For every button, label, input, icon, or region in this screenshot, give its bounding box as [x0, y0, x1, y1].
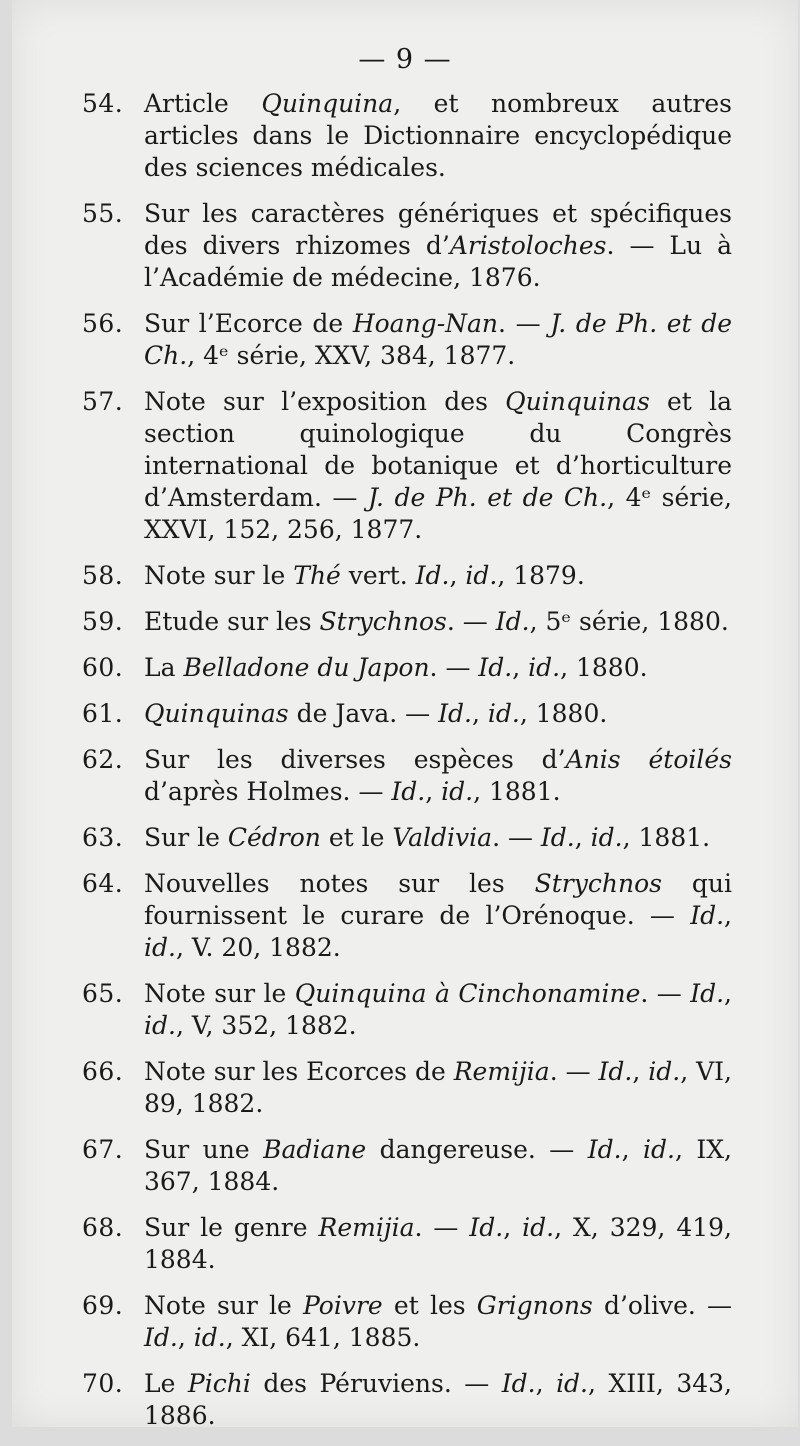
entry-number: 70.	[82, 1369, 124, 1398]
entry-italic-segment: Aristoloches	[449, 231, 607, 260]
entry-text-segment: , 4ᵉ série, XXV, 384, 1877.	[187, 341, 516, 370]
entry-text-segment: ,	[512, 653, 529, 682]
bibliography-entry	[82, 1368, 732, 1432]
entry-text-segment: ,	[449, 561, 466, 590]
bibliography-entry	[82, 652, 732, 684]
entry-text-segment: Sur une	[144, 1135, 264, 1164]
entry-text-segment: ,	[724, 979, 732, 1008]
entry-italic-segment: id.	[144, 933, 176, 962]
entry-text	[144, 698, 732, 730]
entry-italic-segment: J. de Ph. et de Ch.	[367, 483, 608, 512]
entry-number: 59.	[82, 607, 124, 636]
entry-text-segment: des Péruviens. —	[250, 1369, 502, 1398]
entry-text	[144, 822, 732, 854]
entry-text-segment: ,	[503, 1213, 523, 1242]
entry-text-segment: Note sur les Ecorces de	[144, 1057, 454, 1086]
entry-text-segment: , X, 329, 419, 1884.	[144, 1213, 732, 1274]
entry-number: 62.	[82, 745, 124, 774]
entry-italic-segment: Id.	[469, 1213, 504, 1242]
bibliography-entry	[82, 822, 732, 854]
entry-text-segment: et les	[382, 1291, 477, 1320]
entry-number: 57.	[82, 387, 124, 416]
entry-italic-segment: Cédron	[227, 823, 321, 852]
entry-text-segment: Sur l’Ecorce de	[144, 309, 353, 338]
entry-text-segment: Sur le genre	[144, 1213, 319, 1242]
entry-text-segment: Sur le	[144, 823, 228, 852]
entry-text-segment: Etude sur les	[144, 607, 320, 636]
entry-text	[144, 308, 732, 372]
entry-text-segment: ,	[535, 1369, 557, 1398]
entry-number: 58.	[82, 561, 124, 590]
entry-text	[144, 1056, 732, 1120]
entry-text-segment: La	[144, 653, 184, 682]
entry-italic-segment: Id.	[540, 823, 575, 852]
entry-text-segment: , XI, 641, 1885.	[225, 1323, 421, 1352]
entry-italic-segment: Badiane	[263, 1135, 367, 1164]
bibliography-entry	[82, 744, 732, 808]
entry-text-segment: , 1879.	[497, 561, 585, 590]
entry-text-segment: et le	[320, 823, 393, 852]
entry-text-segment: ,	[177, 1323, 194, 1352]
entry-text	[144, 1134, 732, 1198]
entry-text-segment: ,	[471, 699, 488, 728]
entry-text-segment: Note sur le	[144, 561, 294, 590]
entry-text	[144, 606, 732, 638]
entry-italic-segment: id.	[193, 1323, 226, 1352]
entry-number: 67.	[82, 1135, 124, 1164]
entry-text-segment: Note sur le	[144, 979, 295, 1008]
entry-text-segment: , 1881.	[622, 823, 711, 852]
entry-text-segment: . —	[498, 309, 551, 338]
entry-italic-segment: Id.	[478, 653, 513, 682]
entry-number: 54.	[82, 89, 124, 118]
entry-text	[144, 1368, 732, 1432]
entry-italic-segment: Quinquina à Cinchonamine	[294, 979, 641, 1008]
entry-number: 63.	[82, 823, 124, 852]
entry-text-segment: , 1880.	[519, 699, 608, 728]
bibliography-entry	[82, 1056, 732, 1120]
entry-text-segment: d’après Holmes. —	[144, 777, 392, 806]
entry-italic-segment: Belladone du Japon	[183, 653, 430, 682]
entry-italic-segment: Anis étoilés	[565, 745, 732, 774]
entry-text-segment: . —	[640, 979, 691, 1008]
entry-italic-segment: Quinquinas	[144, 699, 289, 728]
entry-italic-segment: Id.	[501, 1369, 536, 1398]
entry-italic-segment: id.	[465, 561, 498, 590]
entry-italic-segment: id.	[556, 1369, 589, 1398]
bibliography-entry	[82, 308, 732, 372]
entry-text	[144, 1290, 732, 1354]
entry-italic-segment: Poivre	[303, 1291, 383, 1320]
entry-text-segment: , XIII, 343, 1886.	[144, 1369, 732, 1430]
bibliography-entry	[82, 198, 732, 294]
entry-text-segment: , 1880.	[560, 653, 648, 682]
entry-italic-segment: Strychnos	[319, 607, 447, 636]
entry-text-segment: , V. 20, 1882.	[175, 933, 341, 962]
entry-number: 66.	[82, 1057, 124, 1086]
entry-text	[144, 1212, 732, 1276]
entry-text-segment: d’olive. —	[592, 1291, 732, 1320]
bibliography-entry	[82, 978, 732, 1042]
entry-text	[144, 868, 732, 964]
entry-text-segment: . —	[549, 1057, 599, 1086]
entry-number: 55.	[82, 199, 124, 228]
entry-italic-segment: id.	[487, 699, 520, 728]
entry-text-segment: , 5ᵉ série, 1880.	[529, 607, 729, 636]
entry-italic-segment: Id.	[144, 1323, 178, 1352]
entry-italic-segment: Id.	[391, 777, 426, 806]
entry-number: 68.	[82, 1213, 124, 1242]
entry-italic-segment: Remijia	[453, 1057, 550, 1086]
entry-text-segment: , IX, 367, 1884.	[144, 1135, 732, 1196]
entry-italic-segment: Id.	[690, 979, 725, 1008]
entry-italic-segment: id.	[522, 1213, 555, 1242]
entry-italic-segment: Id.	[415, 561, 450, 590]
bibliography-entry	[82, 560, 732, 592]
entry-italic-segment: Remijia	[318, 1213, 415, 1242]
entry-text-segment: Le	[144, 1369, 188, 1398]
entry-italic-segment: Id.	[495, 607, 530, 636]
entry-text-segment: , VI, 89, 1882.	[144, 1057, 733, 1118]
bibliography-entry	[82, 1212, 732, 1276]
bibliography-entry	[82, 88, 732, 184]
entry-italic-segment: Id.	[587, 1135, 622, 1164]
entry-text-segment: Nouvelles notes sur les	[144, 869, 535, 898]
entry-text-segment: ,	[425, 777, 442, 806]
entry-italic-segment: Quinquina	[261, 89, 394, 118]
entry-text-segment: Note sur l’exposition des	[144, 387, 506, 416]
entry-text	[144, 978, 732, 1042]
bibliography-entry	[82, 606, 732, 638]
entry-text	[144, 386, 732, 546]
entry-number: 60.	[82, 653, 124, 682]
entry-italic-segment: Pichi	[187, 1369, 251, 1398]
entry-italic-segment: Valdivia	[392, 823, 493, 852]
entry-text-segment: de Java. —	[288, 699, 439, 728]
entry-text-segment: Article	[144, 89, 262, 118]
bibliography-entry	[82, 698, 732, 730]
entry-italic-segment: id.	[528, 653, 561, 682]
entry-text-segment: . —	[429, 653, 479, 682]
entry-text-segment: ,	[632, 1057, 649, 1086]
page-number: — 9 —	[358, 44, 452, 75]
entry-number: 69.	[82, 1291, 124, 1320]
entry-italic-segment: id.	[441, 777, 474, 806]
entry-text-segment: vert.	[340, 561, 416, 590]
entry-text-segment: dangereuse. —	[366, 1135, 588, 1164]
entry-italic-segment: Thé	[293, 561, 341, 590]
entry-text-segment: . —	[414, 1213, 470, 1242]
entry-text-segment: et la section quinologique du Congrès international de botanique et d’horticulture d’Amsterdam. —	[144, 387, 732, 512]
entry-text-segment: . —	[446, 607, 496, 636]
entry-text	[144, 560, 732, 592]
entry-number: 61.	[82, 699, 124, 728]
entry-text-segment: Note sur le	[144, 1291, 303, 1320]
entry-text-segment: Sur les caractères génériques et spécifiques des divers rhizomes d’	[144, 199, 732, 260]
entry-text-segment: Sur les diverses espèces d’	[144, 745, 566, 774]
entry-text-segment: ,	[724, 901, 732, 930]
book-page	[12, 0, 798, 1430]
entry-italic-segment: id.	[648, 1057, 681, 1086]
entry-italic-segment: Id.	[690, 901, 725, 930]
entry-text-segment: ,	[621, 1135, 643, 1164]
entry-text-segment: , V, 352, 1882.	[175, 1011, 357, 1040]
entry-italic-segment: Id.	[598, 1057, 633, 1086]
entry-italic-segment: id.	[144, 1011, 176, 1040]
entry-italic-segment: J. de Ph. et de Ch.	[144, 309, 733, 370]
bibliography-list	[82, 88, 732, 1446]
entry-text-segment: . —	[492, 823, 541, 852]
entry-text-segment: , 4ᵉ série, XXVI, 152, 256, 1877.	[144, 483, 732, 544]
entry-italic-segment: Quinquinas	[505, 387, 650, 416]
entry-number: 65.	[82, 979, 124, 1008]
entry-number: 64.	[82, 869, 124, 898]
bibliography-entry	[82, 386, 732, 546]
entry-text-segment: . — Lu à l’Académie de médecine, 1876.	[144, 231, 732, 292]
entry-number: 56.	[82, 309, 124, 338]
entry-italic-segment: Strychnos	[534, 869, 662, 898]
entry-italic-segment: Grignons	[476, 1291, 593, 1320]
entry-text-segment: , et nombreux autres articles dans le Dictionnaire encyclopédique des sciences médicales.	[144, 89, 732, 182]
entry-text-segment: ,	[574, 823, 591, 852]
bibliography-entry	[82, 1134, 732, 1198]
entry-italic-segment: Hoang-Nan	[352, 309, 499, 338]
entry-italic-segment: Id.	[438, 699, 472, 728]
bibliography-entry	[82, 1290, 732, 1354]
bibliography-entry	[82, 868, 732, 964]
entry-text	[144, 88, 732, 184]
entry-italic-segment: id.	[643, 1135, 675, 1164]
entry-text	[144, 198, 732, 294]
entry-text-segment: qui fournissent le curare de l’Orénoque. —	[144, 869, 732, 930]
entry-text-segment: , 1881.	[473, 777, 561, 806]
entry-text	[144, 744, 732, 808]
entry-text	[144, 652, 732, 684]
entry-italic-segment: id.	[590, 823, 623, 852]
